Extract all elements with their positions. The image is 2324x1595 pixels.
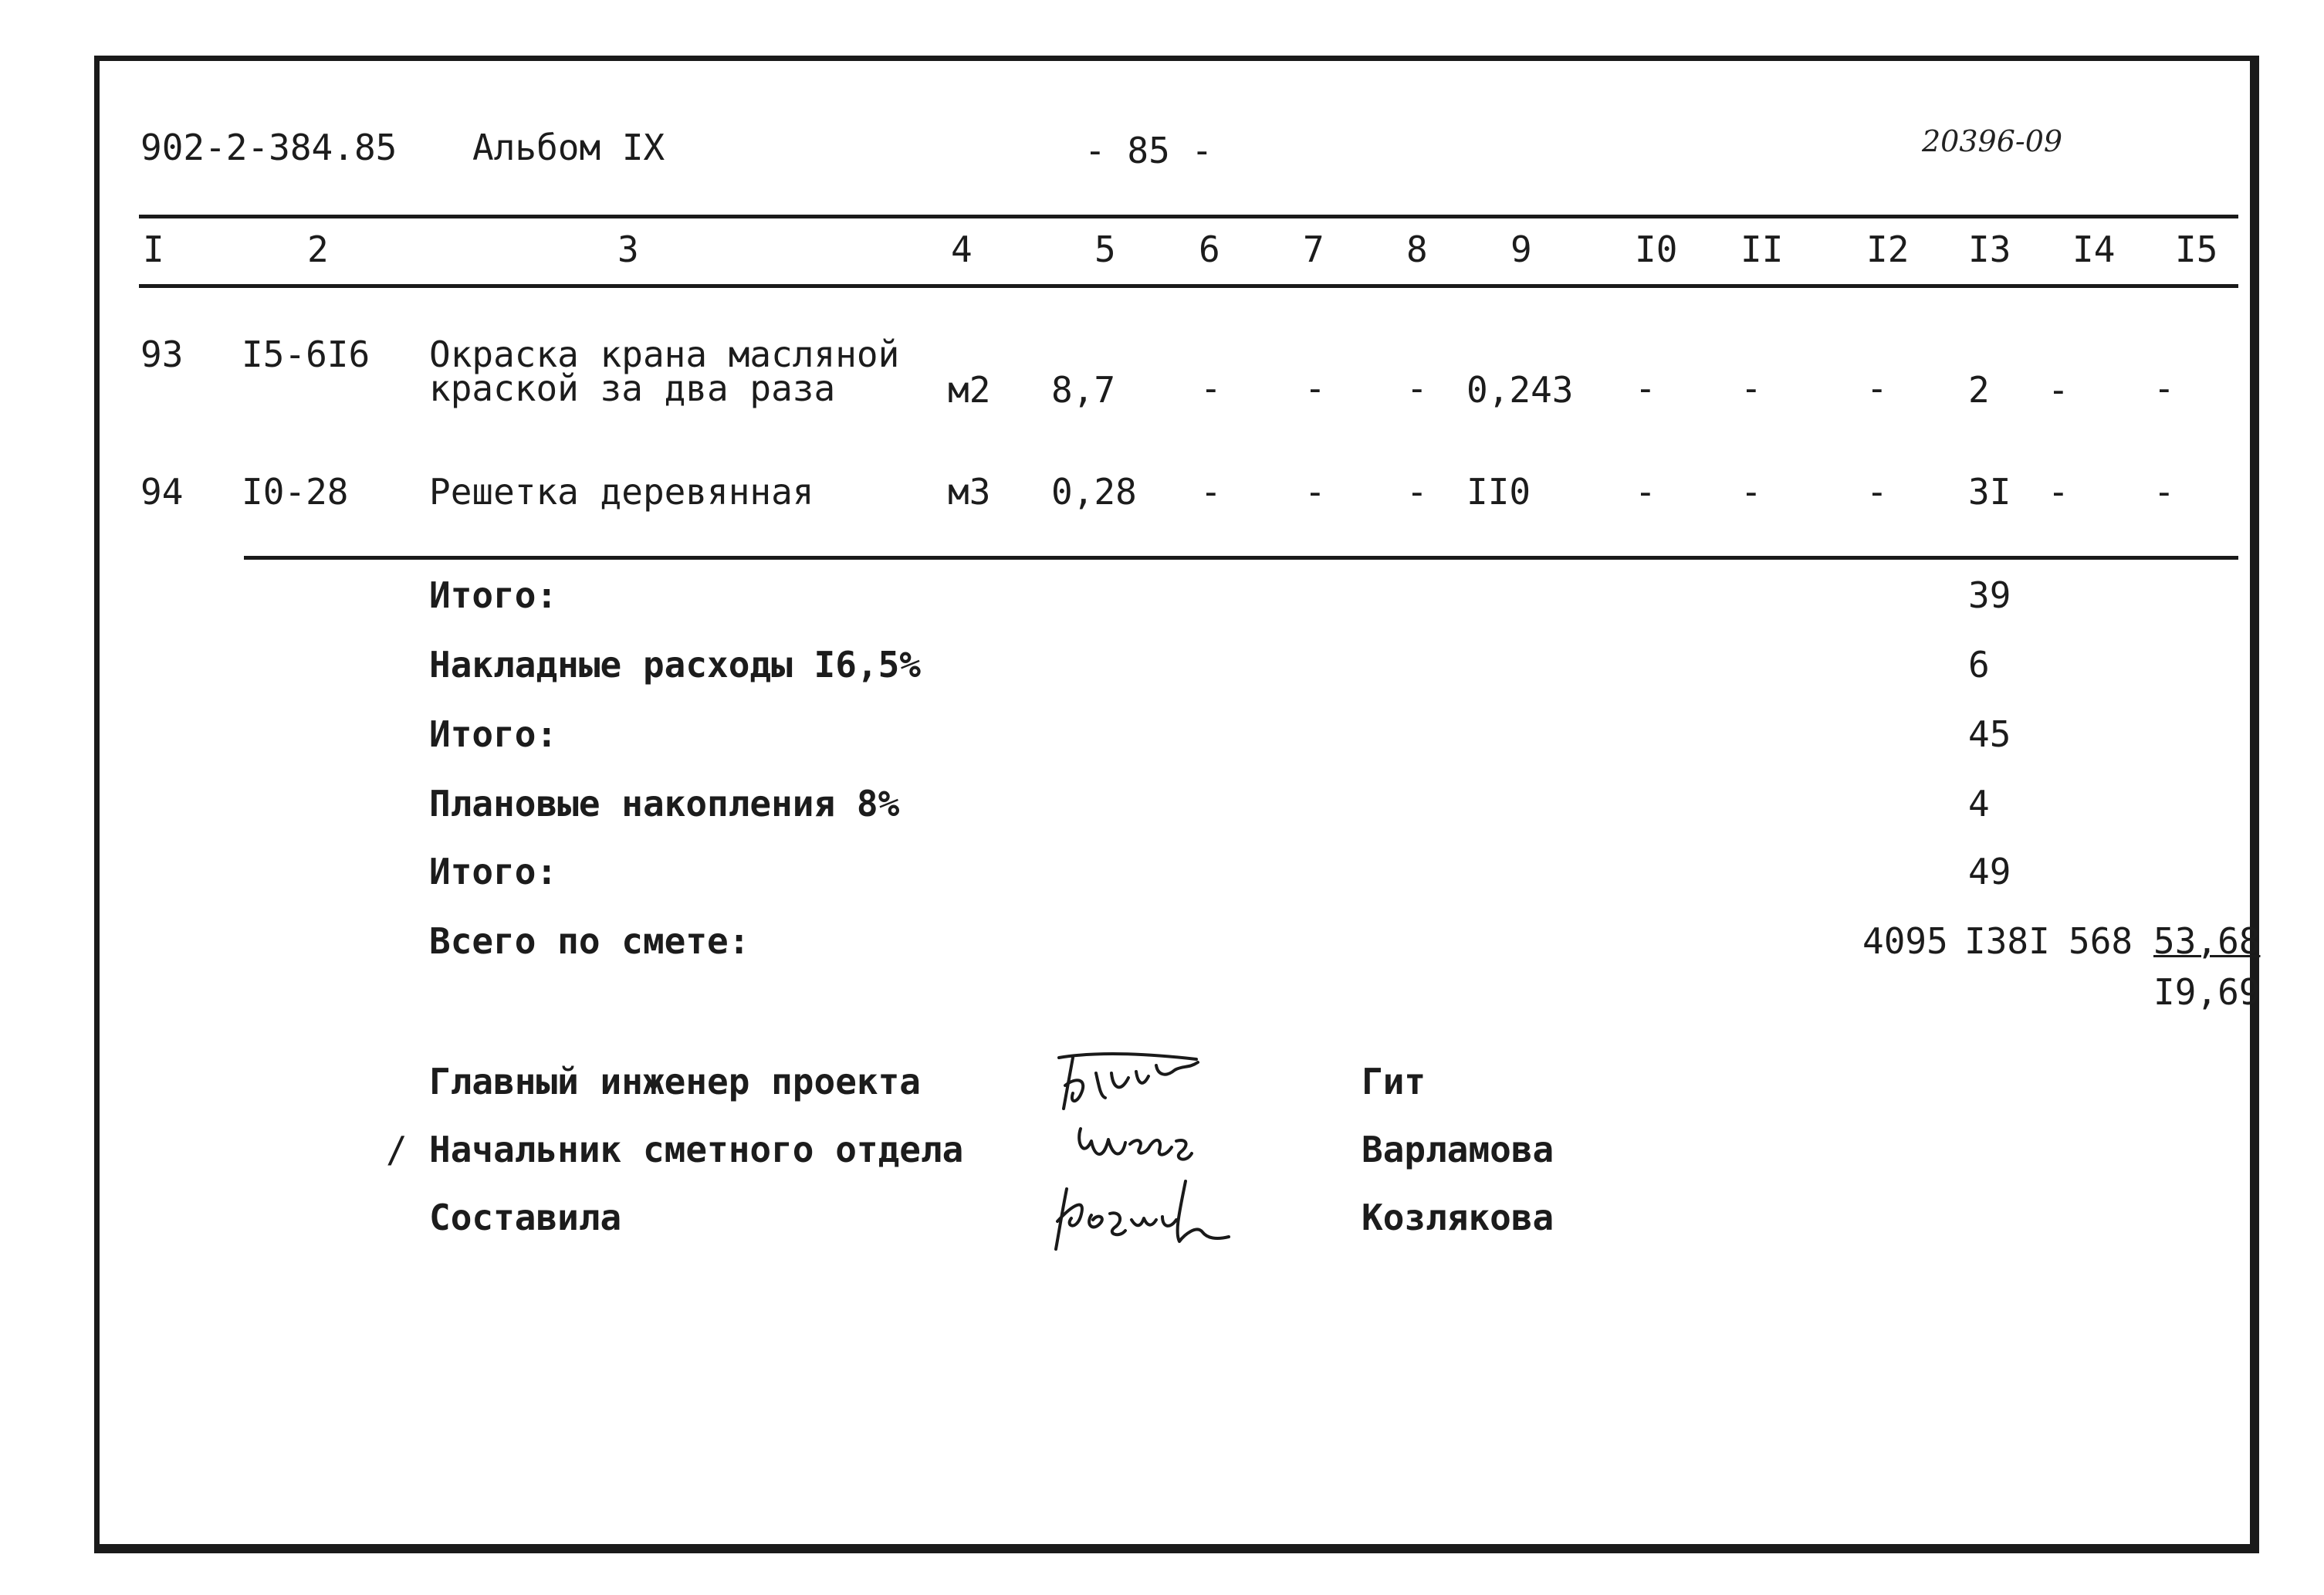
col-header-11: II [1740,229,1784,270]
signature-chief-engineer [1059,1054,1198,1109]
signer-name-compiler: Козлякова [1362,1197,1554,1238]
row-col13: 3I [1968,471,2011,513]
row-quantity: 8,7 [1051,369,1116,411]
album-label: Альбом IX [472,127,665,168]
row-code: I0-28 [242,471,349,513]
col-header-5: 5 [1094,229,1116,270]
col-header-15: I5 [2175,229,2218,270]
table-top-rule [139,215,2238,218]
col-header-7: 7 [1303,229,1324,270]
signer-title-estimate-head: Начальник сметного отдела [429,1129,964,1170]
summary-value-subtotal-1: 39 [1968,574,2011,616]
col-header-6: 6 [1199,229,1220,270]
row-col7: - [1304,367,1326,409]
col-header-4: 4 [951,229,973,270]
grand-total-label: Всего по смете: [429,920,750,962]
row-col14: - [2048,369,2069,411]
col-header-3: 3 [617,229,639,270]
col-header-2: 2 [307,229,329,270]
signer-name-estimate-head: Варламова [1362,1129,1554,1170]
summary-label-subtotal-1: Итого: [429,574,558,616]
row-number: 94 [140,471,184,513]
row-col11: - [1740,471,1762,513]
row-col6: - [1200,367,1222,409]
row-col9: II0 [1466,471,1531,513]
row-col15: - [2153,367,2175,409]
page-frame [94,56,2259,1553]
row-unit: м2 [948,369,991,411]
summary-value-subtotal-2: 45 [1968,713,2011,755]
header-bottom-rule [139,284,2238,288]
col-header-8: 8 [1406,229,1428,270]
page-number: - 85 - [1084,130,1213,171]
summary-value-subtotal-3: 49 [1968,851,2011,892]
row-col10: - [1635,471,1656,513]
row-col11: - [1740,367,1762,409]
archive-stamp: 20396-09 [1922,124,2063,158]
row-col13: 2 [1968,369,1990,411]
col-header-12: I2 [1866,229,1910,270]
grand-total-col15-top: 53,68 [2153,920,2261,962]
signer-title-chief-engineer: Главный инженер проекта [429,1061,921,1102]
grand-total-col13: I38I [1964,920,2050,962]
col-header-9: 9 [1510,229,1532,270]
doc-code: 902-2-384.85 [140,127,397,168]
row-col12: - [1866,471,1888,513]
row-number: 93 [140,334,184,375]
signer-title-compiler: Составила [429,1197,622,1238]
row-description: Решетка деревянная [429,471,814,513]
summary-label-subtotal-2: Итого: [429,713,558,755]
grand-total-col15-bottom: I9,69 [2153,971,2261,1013]
row-quantity: 0,28 [1051,471,1137,513]
row-description-line2: краской за два раза [429,367,836,409]
signature-estimate-head [1079,1129,1192,1160]
summary-value-overhead: 6 [1968,644,1990,686]
col-header-13: I3 [1968,229,2011,270]
signature-compiler [1056,1181,1229,1249]
row-description: Окраска крана масляной [429,334,900,375]
row-col14: - [2048,471,2069,513]
summary-label-subtotal-3: Итого: [429,851,558,892]
summary-label-planned-savings: Плановые накопления 8% [429,783,900,825]
row-code: I5-6I6 [242,334,370,375]
handwritten-signatures-image [1050,1042,1281,1274]
col-header-14: I4 [2072,229,2116,270]
row-col8: - [1406,367,1428,409]
summary-value-planned-savings: 4 [1968,783,1990,825]
row-col7: - [1304,471,1326,513]
summary-top-rule [244,556,2238,560]
row-col8: - [1406,471,1428,513]
col-header-1: I [143,229,164,270]
summary-label-overhead: Накладные расходы I6,5% [429,644,921,686]
row-col15: - [2153,471,2175,513]
row-col9: 0,243 [1466,369,1574,411]
margin-slash-mark: / [386,1129,408,1170]
row-col12: - [1866,367,1888,409]
col-header-10: I0 [1635,229,1678,270]
grand-total-col12: 4095 [1862,920,1948,962]
signer-name-chief-engineer: Гит [1362,1061,1426,1102]
row-col10: - [1635,367,1656,409]
row-unit: м3 [948,471,991,513]
grand-total-col14: 568 [2069,920,2133,962]
row-col6: - [1200,471,1222,513]
